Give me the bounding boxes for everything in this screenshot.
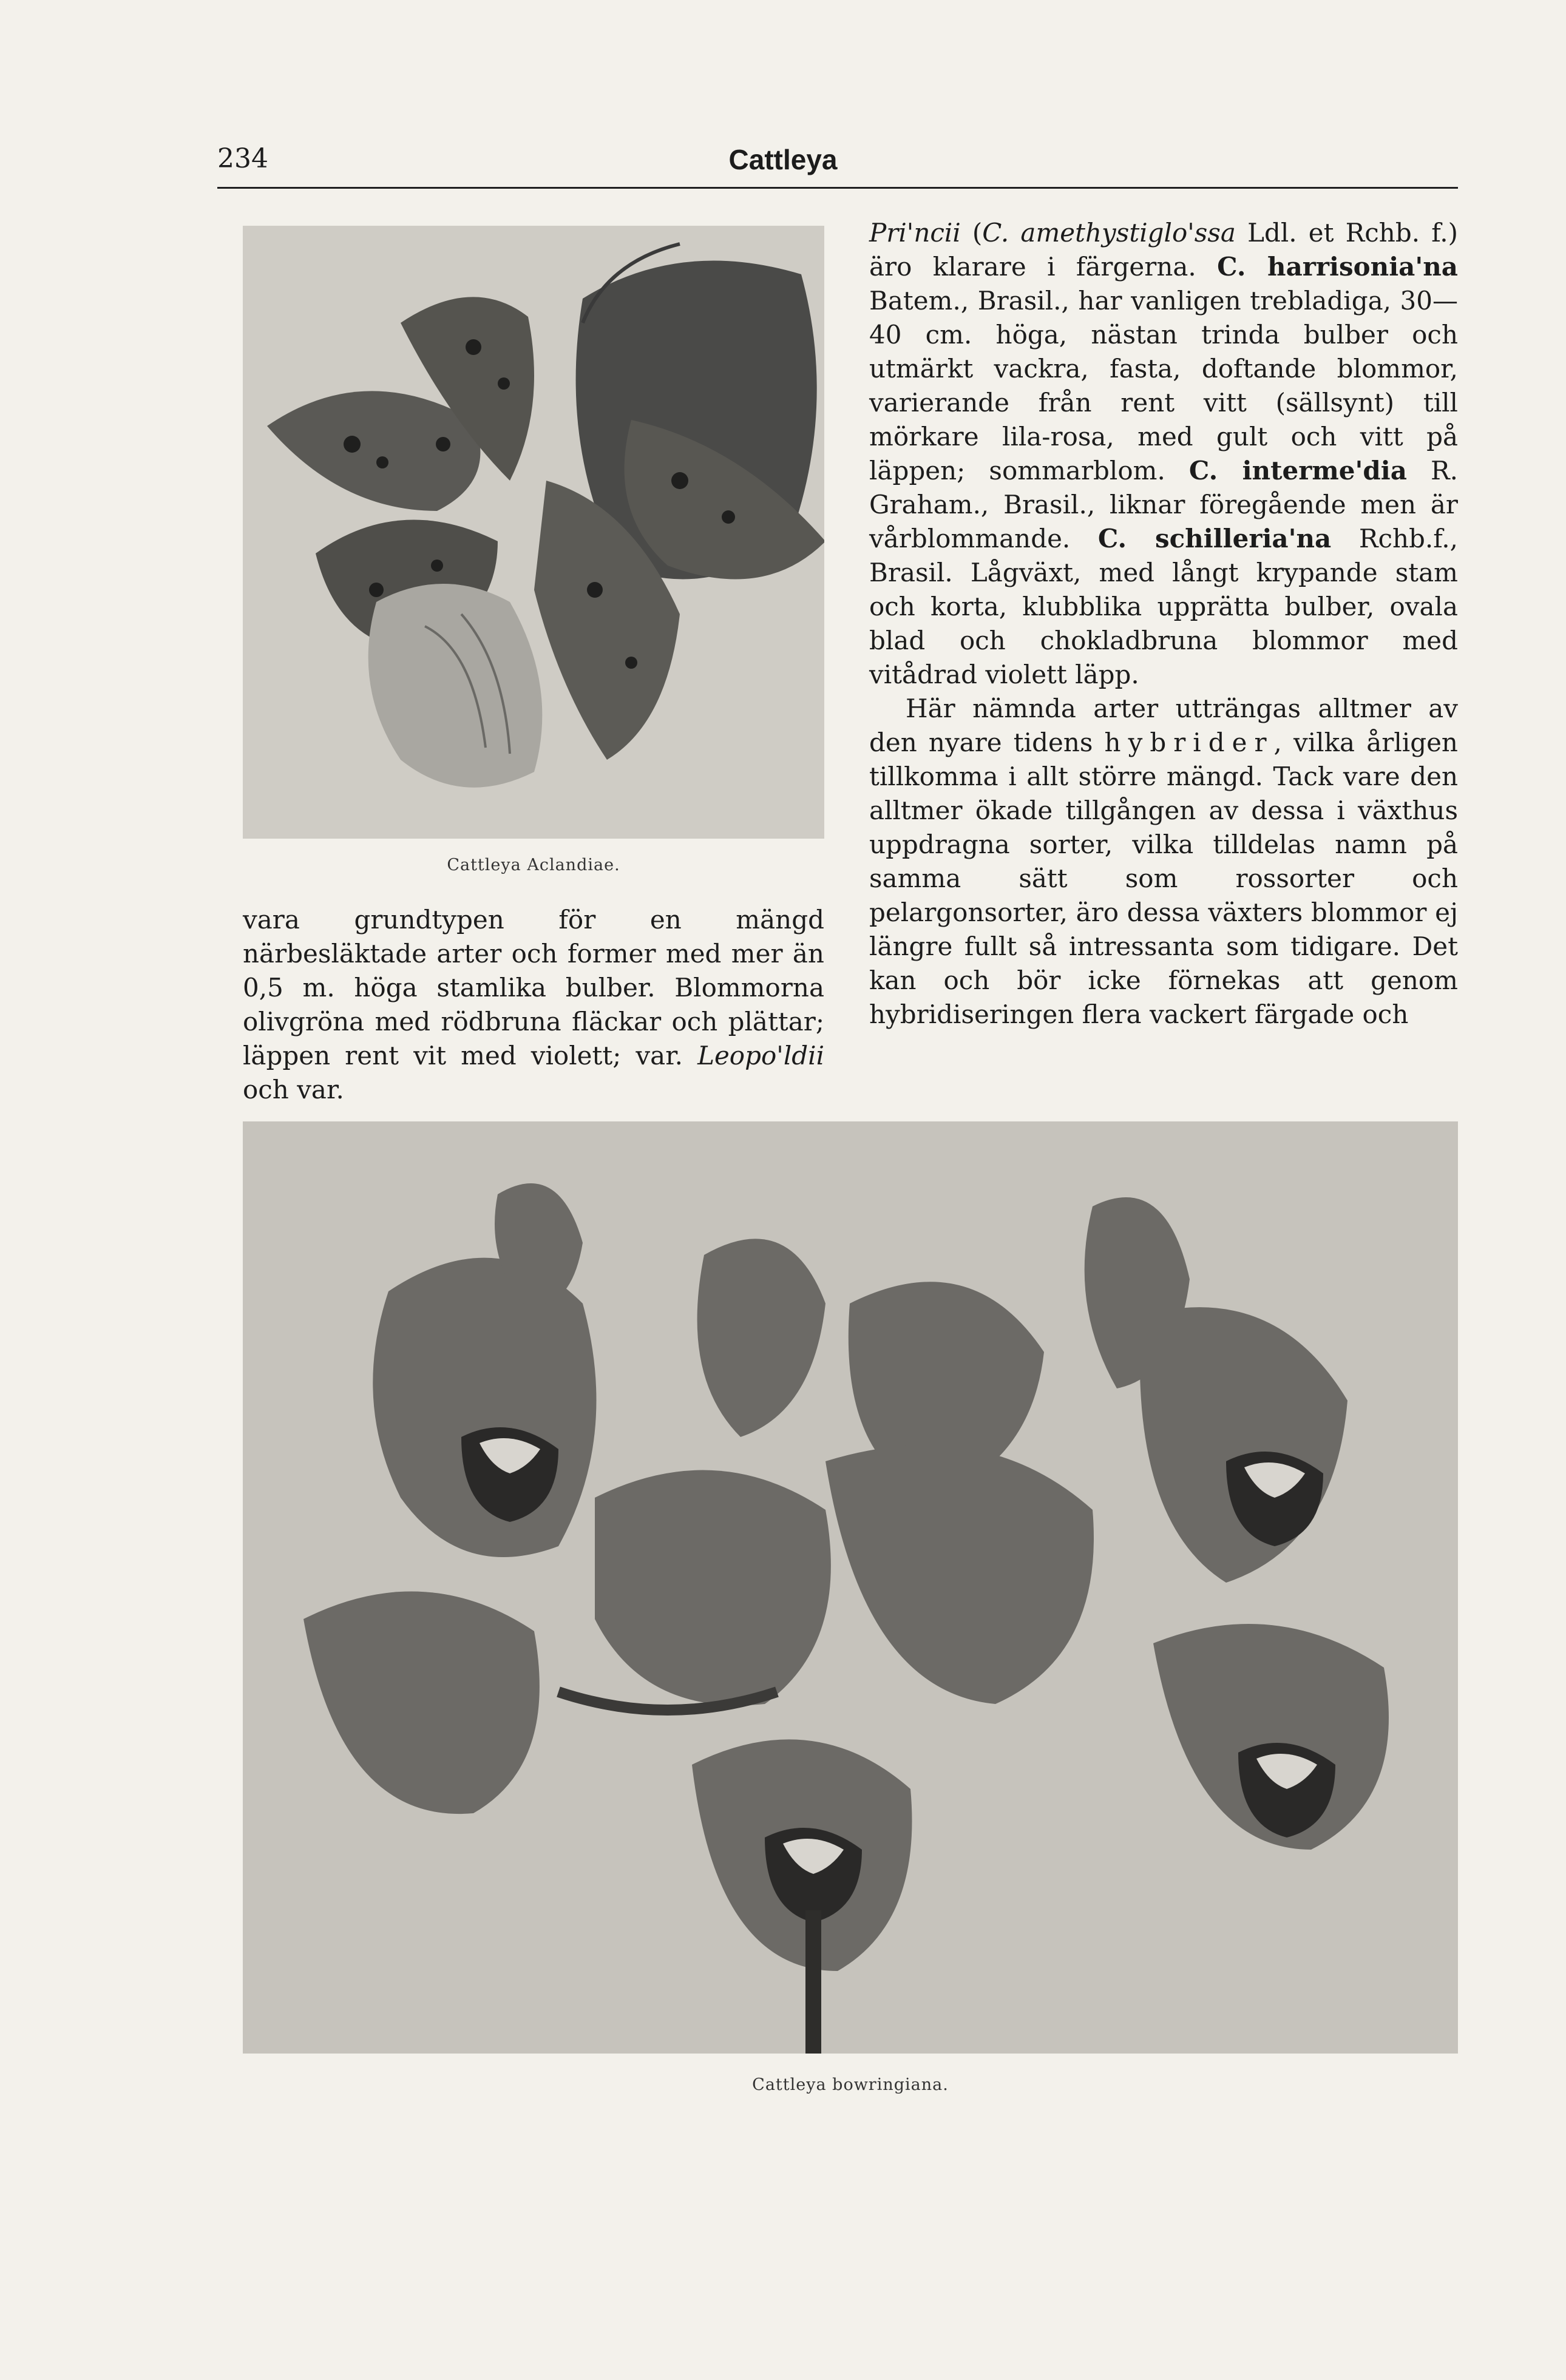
right-column-text [869,216,1458,1032]
variety-princii: Pri'ncii [869,218,961,248]
left-column-text [243,903,824,1107]
species-schilleriana: C. schilleria'na [1097,524,1332,553]
caption-bottom: Cattleya bowringiana. [752,2075,949,2094]
page-number: 234 [217,143,268,174]
orchid-bowringiana-illustration [243,1121,1458,2054]
photo-cattleya-bowringiana [243,1121,1458,2054]
left-paragraph: vara grundtypen för en mängd närbesläktade arter och former med mer än 0,5 m. höga stamlika bulber. Blommorna olivgröna med rödbruna fläckar och plättar; läppen rent vit med violett; var. Leopo'ldii och var. [243,905,824,1104]
orchid-aclandiae-illustration [243,226,824,839]
term-hybrider: hybrider [1104,728,1274,757]
header-rule [217,187,1458,189]
species-harrisoniana: C. harrisonia'na [1217,252,1458,282]
species-intermedia: C. interme'dia [1188,456,1407,485]
photo-cattleya-aclandiae [243,226,824,839]
variety-leopoldii: Leopo'ldii [697,1041,824,1070]
caption-top: Cattleya Aclandiae. [447,856,620,874]
right-paragraph-2: Här nämnda arter utträngas alltmer av den nyare tidens hybrider, vilka årligen tillkomma i allt större mängd. Tack vare den alltmer ökade tillgången av dessa i växthus uppdragna sorter, vilka tilldelas namn på samma sätt som rossorter och pelargonsorter, äro dessa växters blommor ej längre fullt så intressanta som tidigare. Det kan och bör icke förnekas att genom hybridiseringen flera vackert färgade och [869,694,1458,1029]
running-title: Cattleya [728,144,838,175]
right-paragraph-1: Pri'ncii (C. amethystiglo'ssa Ldl. et Rchb. f.) äro klarare i färgerna. C. harrisonia'na Batem., Brasil., har vanligen trebladiga, 30—40 cm. höga, nästan trinda bulber och utmärkt vackra, fasta, doftande blommor, varierande från rent vitt (sällsynt) till mörkare lila-rosa, med gult och vitt på läppen; sommarblom. C. interme'dia R. Graham., Brasil., liknar föregående men är vårblommande. C. schilleria'na Rchb.f., Brasil. Lågväxt, med långt krypande stam och korta, klubblika upprätta bulber, ovala blad och chokladbruna blommor med vitådrad violett läpp. [869,218,1459,689]
